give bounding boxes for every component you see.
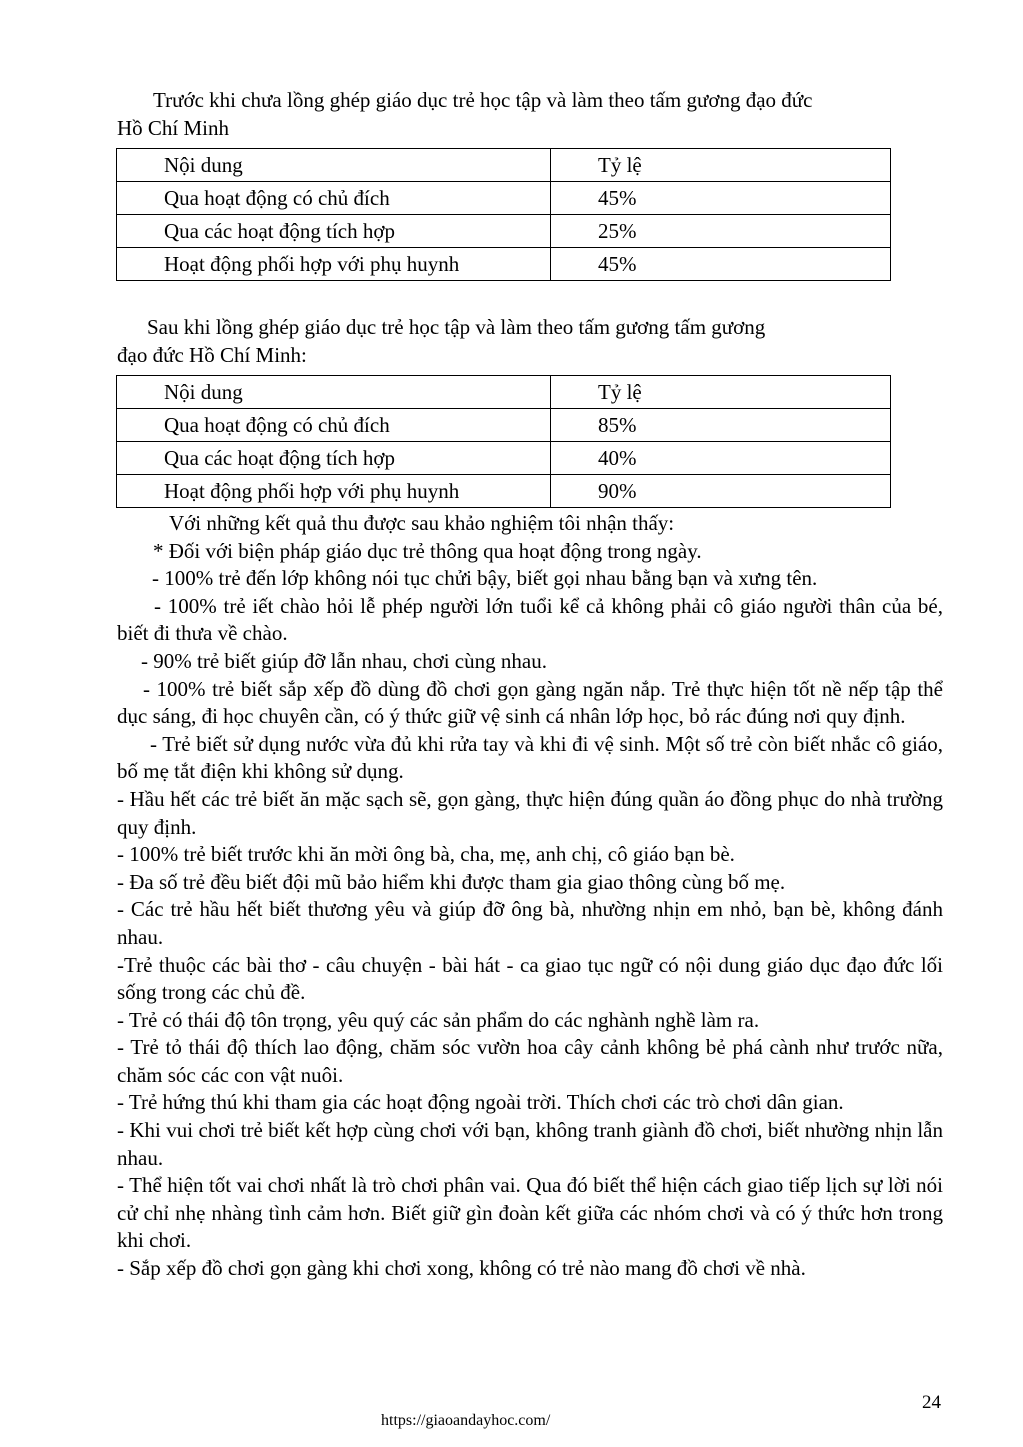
list-item: - 100% trẻ biết sắp xếp đồ dùng đồ chơi gọn gàng ngăn nắp. Trẻ thực hiện tốt nề nếp tập thể dục sáng, đi học chuyên cần, có ý thức giữ vệ sinh cá nhân lớp học, bỏ rác đúng nơi quy định. xyxy=(117,676,943,729)
list-item: -Trẻ thuộc các bài thơ - câu chuyện - bài hát - ca giao tục ngữ có nội dung giáo dục đạo đức lối sống trong các chủ đề. xyxy=(117,952,943,1005)
table-cell: Qua các hoạt động tích hợp xyxy=(117,442,551,475)
list-item: - Trẻ hứng thú khi tham gia các hoạt động ngoài trời. Thích chơi các trò chơi dân gian. xyxy=(117,1090,844,1115)
table-before xyxy=(116,148,891,281)
heading-line: Hồ Chí Minh xyxy=(117,116,230,140)
table-header-cell: Nội dung xyxy=(117,376,551,409)
table-cell: 85% xyxy=(551,409,891,442)
table-cell: 45% xyxy=(551,182,891,215)
table-cell: Hoạt động phối hợp với phụ huynh xyxy=(117,475,551,508)
list-item: - 90% trẻ biết giúp đỡ lẫn nhau, chơi cùng nhau. xyxy=(141,648,547,673)
table-header-cell: Tỷ lệ xyxy=(551,376,891,409)
list-item: - Trẻ tỏ thái độ thích lao động, chăm sóc vườn hoa cây cảnh không bẻ phá cành như trước nữa, chăm sóc các con vật nuôi. xyxy=(117,1035,943,1087)
list-item: - Trẻ biết sử dụng nước vừa đủ khi rửa tay và khi đi vệ sinh. Một số trẻ còn biết nhắc cô giáo, bố mẹ tắt điện khi không sử dụng. xyxy=(117,731,943,784)
table-cell: Qua hoạt động có chủ đích xyxy=(117,182,551,215)
results-intro: Với những kết quả thu được sau khảo nghiệm tôi nhận thấy: xyxy=(169,511,675,535)
heading-line: đạo đức Hồ Chí Minh: xyxy=(117,343,307,367)
table-cell: Qua hoạt động có chủ đích xyxy=(117,409,551,442)
section-before-heading xyxy=(117,86,943,142)
table-header-cell: Nội dung xyxy=(117,149,551,182)
list-item: - Khi vui chơi trẻ biết kết hợp cùng chơi với bạn, không tranh giành đồ chơi, biết nhường nhịn lẫn nhau. xyxy=(117,1118,943,1170)
table-row xyxy=(117,442,891,475)
table-header-cell: Tỷ lệ xyxy=(551,149,891,182)
list-item: - 100% trẻ iết chào hỏi lễ phép người lớn tuổi kể cả không phải cô giáo người thân của bé, biết đi thưa về chào. xyxy=(117,593,943,646)
table-cell: 25% xyxy=(551,215,891,248)
table-cell: Qua các hoạt động tích hợp xyxy=(117,215,551,248)
list-item: - Sắp xếp đồ chơi gọn gàng khi chơi xong, không có trẻ nào mang đồ chơi về nhà. xyxy=(117,1256,806,1281)
table-row xyxy=(117,215,891,248)
section-after-heading xyxy=(117,313,943,369)
table-row xyxy=(117,248,891,281)
table-after xyxy=(116,375,891,508)
heading-line: Trước khi chưa lồng ghép giáo dục trẻ học tập và làm theo tấm gương đạo đức xyxy=(153,88,813,112)
list-item: - Các trẻ hầu hết biết thương yêu và giúp đỡ ông bà, nhường nhịn em nhỏ, bạn bè, không đánh nhau. xyxy=(117,897,943,949)
page-number: 24 xyxy=(922,1392,941,1413)
table-row xyxy=(117,475,891,508)
heading-line: Sau khi lồng ghép giáo dục trẻ học tập và làm theo tấm gương tấm gương xyxy=(147,315,766,339)
list-item: - 100% trẻ biết trước khi ăn mời ông bà, cha, mẹ, anh chị, cô giáo bạn bè. xyxy=(117,842,735,867)
table-cell: 45% xyxy=(551,248,891,281)
list-item: * Đối với biện pháp giáo dục trẻ thông qua hoạt động trong ngày. xyxy=(153,538,702,563)
results-list xyxy=(117,510,943,1283)
list-item: - 100% trẻ đến lớp không nói tục chửi bậy, biết gọi nhau bằng bạn và xưng tên. xyxy=(152,566,818,591)
list-item: - Đa số trẻ đều biết đội mũ bảo hiểm khi được tham gia giao thông cùng bố mẹ. xyxy=(117,869,786,894)
list-item: - Trẻ có thái độ tôn trọng, yêu quý các sản phẩm do các nghành nghề làm ra. xyxy=(117,1007,760,1032)
table-row xyxy=(117,409,891,442)
table-cell: 90% xyxy=(551,475,891,508)
footer-url[interactable]: https://giaoandayhoc.com/ xyxy=(381,1412,551,1429)
list-item: - Hầu hết các trẻ biết ăn mặc sạch sẽ, gọn gàng, thực hiện đúng quần áo đồng phục do nhà trường quy định. xyxy=(117,786,943,839)
table-cell: 40% xyxy=(551,442,891,475)
table-header-row xyxy=(117,376,891,409)
table-cell: Hoạt động phối hợp với phụ huynh xyxy=(117,248,551,281)
list-item: - Thể hiện tốt vai chơi nhất là trò chơi phân vai. Qua đó biết thể hiện cách giao tiếp lịch sự lời nói cử chỉ nhẹ nhàng tình cảm hơn. Biết giữ gìn đoàn kết giữa các nhóm chơi và có ý thức hơn trong khi chơi. xyxy=(117,1173,943,1253)
table-row xyxy=(117,182,891,215)
table-header-row xyxy=(117,149,891,182)
